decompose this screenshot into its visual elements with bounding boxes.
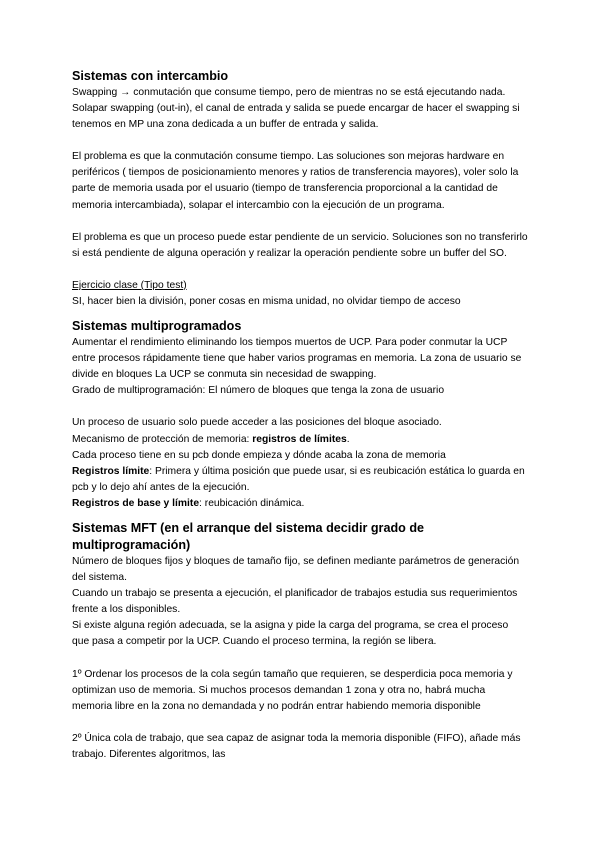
section-title-mft: Sistemas MFT (en el arranque del sistema decidir grado de multiprogramación) <box>72 520 425 552</box>
paragraph: Grado de multiprogramación: El número de bloques que tenga la zona de usuario <box>72 385 445 397</box>
paragraph: Mecanismo de protección de memoria: registros de límites. <box>72 433 350 445</box>
bold-term: Registros límite <box>72 465 150 477</box>
section-title-multiprogramados: Sistemas multiprogramados <box>72 319 242 334</box>
paragraph: Aumentar el rendimiento eliminando los tiempos muertos de UCP. Para poder conmutar la UCP entre procesos rápidamente tiene que haber varios programas en memoria. La zona de usuario se divide en bloques La UCP se conmuta sin necesidad de swapping. <box>72 337 522 381</box>
bold-term: registros de límites <box>252 433 347 445</box>
document-page <box>72 68 528 763</box>
exercise-text: SI, hacer bien la división, poner cosas en misma unidad, no olvidar tiempo de acceso <box>72 295 461 307</box>
paragraph: Cada proceso tiene en su pcb donde empieza y dónde acaba la zona de memoria <box>72 449 446 461</box>
paragraph: El problema es que la conmutación consume tiempo. Las soluciones son mejoras hardware en periféricos ( tiempos de posicionamiento menores y ratios de transferencia mayores), voler solo la parte de memoria usada por el usuario (tiempo de transferencia proporcional a la cantidad de memoria intercambiada), solapar el intercambio con la ejecución de un programa. <box>72 151 519 211</box>
exercise-heading: Ejercicio clase (Tipo test) <box>72 279 187 291</box>
paragraph: Registros límite: Primera y última posición que puede usar, si es reubicación estática lo guarda en pcb y lo dejo ahí antes de la ejecución. <box>72 465 525 493</box>
section-title-intercambio: Sistemas con intercambio <box>72 69 229 83</box>
paragraph: Número de bloques fijos y bloques de tamaño fijo, se definen mediante parámetros de generación del sistema. <box>72 555 520 584</box>
paragraph: 1º Ordenar los procesos de la cola según tamaño que requieren, se desperdicia poca memoria y optimizan uso de memoria. Si muchos procesos demandan 1 zona y otra no, habrá mucha memoria libre en la zona no demandada y no podrán entrar habiendo memoria disponible <box>72 668 513 712</box>
bold-term: Registros de base y límite <box>72 497 200 509</box>
paragraph: Si existe alguna región adecuada, se la asigna y pide la carga del programa, se crea el proceso que pasa a competir por la UCP. Cuando el proceso termina, la región se libera. <box>72 620 509 648</box>
paragraph: Registros de base y límite: reubicación dinámica. <box>72 497 305 509</box>
paragraph: 2º Única cola de trabajo, que sea capaz de asignar toda la memoria disponible (FIFO), añade más trabajo. Diferentes algoritmos, las <box>72 732 521 760</box>
paragraph: Un proceso de usuario solo puede acceder a las posiciones del bloque asociado. <box>72 417 442 429</box>
paragraph: Swapping → conmutación que consume tiempo, pero de mientras no se está ejecutando nada. Solapar swapping (out-in), el canal de entrada y salida se puede encargar de hacer el swapping si tenemos en MP una zona dedicada a un buffer de entrada y salida. <box>72 87 520 131</box>
paragraph: El problema es que un proceso puede estar pendiente de un servicio. Soluciones son no transferirlo si está pendiente de alguna operación y realizar la operación pendiente sobre un buffer del SO. <box>72 231 528 259</box>
paragraph: Cuando un trabajo se presenta a ejecución, el planificador de trabajos estudia sus requerimientos frente a los disponibles. <box>72 588 518 616</box>
